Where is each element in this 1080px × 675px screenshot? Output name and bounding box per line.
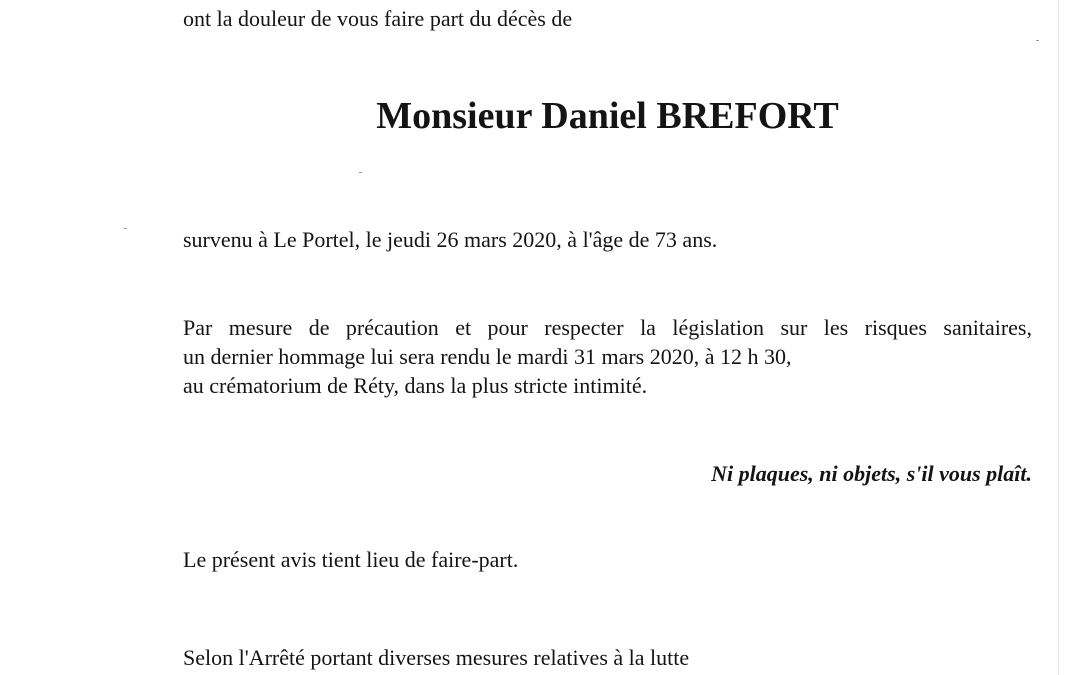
- deceased-name: Monsieur Daniel BREFORT: [376, 95, 839, 137]
- death-details: survenu à Le Portel, le jeudi 26 mars 2020, à l'âge de 73 ans.: [183, 227, 718, 252]
- ceremony-paragraph: [183, 313, 1032, 400]
- notice-statement: Le présent avis tient lieu de faire-part.: [183, 547, 519, 572]
- ceremony-line-3: au crématorium de Réty, dans la plus stricte intimité.: [183, 373, 648, 398]
- ceremony-line-1: Par mesure de précaution et pour respecter la législation sur les risques sanitaires,: [183, 315, 1032, 340]
- scan-speck: [359, 172, 362, 173]
- ceremony-line-2: un dernier hommage lui sera rendu le mardi 31 mars 2020, à 12 h 30,: [183, 344, 792, 369]
- scan-speck: [1036, 40, 1039, 41]
- scan-speck: [124, 228, 127, 229]
- arrete-text: Selon l'Arrêté portant diverses mesures relatives à la lutte: [183, 645, 690, 670]
- no-flowers-request: Ni plaques, ni objets, s'il vous plaît.: [711, 461, 1032, 486]
- intro-text: ont la douleur de vous faire part du décès de: [183, 6, 573, 31]
